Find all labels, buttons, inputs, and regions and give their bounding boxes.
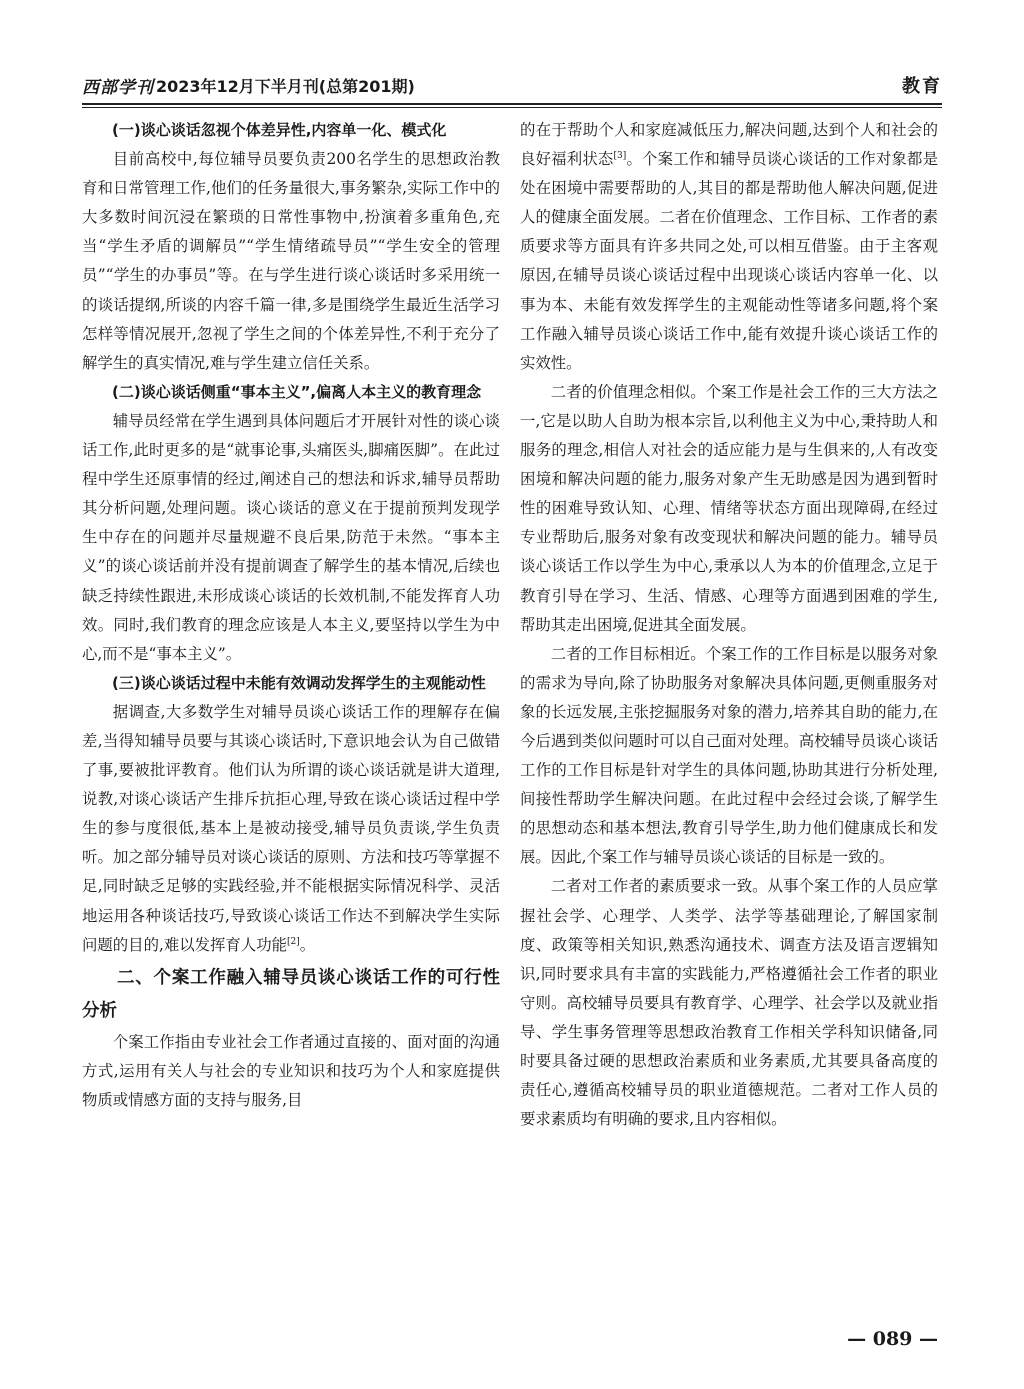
paragraph: 个案工作指由专业社会工作者通过直接的、面对面的沟通方式,运用有关人与社会的专业知识和技巧为个人和家庭提供物质或情感方面的支持与服务,目 [82,1032,500,1109]
section-heading: 二、个案工作融入辅导员谈心谈话工作的可行性分析 [82,967,500,1021]
left-column [82,116,500,1115]
issue-info: 2023年12月下半月刊(总第201期) [156,76,415,96]
paragraph: 目前高校中,每位辅导员要负责200名学生的思想政治教育和日常管理工作,他们的任务量很大,事务繁杂,实际工作中的大多数时间沉浸在繁琐的日常性事物中,扮演着多重角色,充当“学生矛盾的调解员”“学生情绪疏导员”“学生安全的管理员”“学生的办事员”等。在与学生进行谈心谈话时多采用统一的谈话提纲,所谈的内容千篇一律,多是围绕学生最近生活学习怎样等情况展开,忽视了学生之间的个体差异性,不利于充分了解学生的真实情况,难与学生建立信任关系。 [82,150,500,372]
paragraph: 二者的价值理念相似。个案工作是社会工作的三大方法之一,它是以助人自助为根本宗旨,以利他主义为中心,秉持助人和服务的理念,相信人对社会的适应能力是与生俱来的,人有改变困境和解决问题的能力,服务对象产生无助感是因为遇到暂时性的困难导致认知、心理、情绪等状态方面出现障碍,在经过专业帮助后,服务对象有改变现状和解决问题的能力。辅导员谈心谈话工作以学生为中心,秉承以人为本的价值理念,立足于教育引导在学习、生活、情感、心理等方面遇到困难的学生,帮助其走出困境,促进其全面发展。 [520,382,938,634]
journal-logo: 西部学刊 [82,77,154,98]
header-rule-thin [82,107,942,108]
subheading-2: (二)谈心谈话侧重“事本主义”,偏离人本主义的教育理念 [112,382,482,401]
subheading-1: (一)谈心谈话忽视个体差异性,内容单一化、模式化 [112,121,447,139]
citation-ref: [3] [613,150,627,161]
section-tag: 教育 [902,76,942,97]
header-rule [82,103,942,105]
right-column [520,116,938,1134]
paragraph-end: 。 [299,935,316,954]
paragraph [82,698,500,960]
paragraph: 二者对工作者的素质要求一致。从事个案工作的人员应掌握社会学、心理学、人类学、法学等基础理论,了解国家制度、政策等相关知识,熟悉沟通技术、调查方法及语言逻辑知识,同时要求具有丰富的实践能力,严格遵循社会工作者的职业守则。高校辅导员要具有教育学、心理学、社会学以及就业指导、学生事务管理等思想政治教育工作相关学科知识储备,同时要具备过硬的思想政治素质和业务素质,尤其要具备高度的责任心,遵循高校辅导员的职业道德规范。二者对工作人员的要求素质均有明确的要求,且内容相似。 [520,877,938,1129]
paragraph: 辅导员经常在学生遇到具体问题后才开展针对性的谈心谈话工作,此时更多的是“就事论事,头痛医头,脚痛医脚”。在此过程中学生还原事情的经过,阐述自己的想法和诉求,辅导员帮助其分析问题,处理问题。谈心谈话的意义在于提前预判发现学生中存在的问题并尽量规避不良后果,防范于未然。“事本主义”的谈心谈话前并没有提前调查了解学生的基本情况,后续也缺乏持续性跟进,未形成谈心谈话的长效机制,不能发挥育人功效。同时,我们教育的理念应该是人本主义,要坚持以学生为中心,而不是“事本主义”。 [82,411,500,663]
page-number: — 089 — [847,1328,938,1350]
header-left [82,73,415,98]
paragraph-text: 据调查,大多数学生对辅导员谈心谈话工作的理解存在偏差,当得知辅导员要与其谈心谈话时,下意识地会认为自己做错了事,要被批评教育。他们认为所谓的谈心谈话就是讲大道理,说教,对谈心谈话产生排斥抗拒心理,导致在谈心谈话过程中学生的参与度很低,基本上是被动接受,辅导员负责谈,学生负责听。加之部分辅导员对谈心谈话的原则、方法和技巧等掌握不足,同时缺乏足够的实践经验,并不能根据实际情况科学、灵活地运用各种谈话技巧,导致谈心谈话工作达不到解决学生实际问题的目的,难以发挥育人功能 [82,702,500,954]
paragraph-text: 。个案工作和辅导员谈心谈话的工作对象都是处在困境中需要帮助的人,其目的都是帮助他人解决问题,促进人的健康全面发展。二者在价值理念、工作目标、工作者的素质要求等方面具有许多共同之处,可以相互借鉴。由于主客观原因,在辅导员谈心谈话过程中出现谈心谈话内容单一化、以事为本、未能有效发挥学生的主观能动性等诸多问题,将个案工作融入辅导员谈心谈话工作中,能有效提升谈心谈话工作的实效性。 [520,150,938,372]
paragraph-continued [520,116,938,378]
citation-ref: [2] [286,936,300,947]
subheading-3: (三)谈心谈话过程中未能有效调动发挥学生的主观能动性 [112,673,486,692]
running-header [82,70,942,100]
paragraph: 二者的工作目标相近。个案工作的工作目标是以服务对象的需求为导向,除了协助服务对象解决具体问题,更侧重服务对象的长远发展,主张挖掘服务对象的潜力,培养其自助的能力,在今后遇到类似问题时可以自己面对处理。高校辅导员谈心谈话工作的工作目标是针对学生的具体问题,协助其进行分析处理,间接性帮助学生解决问题。在此过程中会经过会谈,了解学生的思想动态和基本想法,教育引导学生,助力他们健康成长和发展。因此,个案工作与辅导员谈心谈话的目标是一致的。 [520,644,938,867]
paragraph-text: 的在于帮助个人和家庭减低压力,解决问题,达到个人和社会的良好福利状态 [520,121,938,169]
